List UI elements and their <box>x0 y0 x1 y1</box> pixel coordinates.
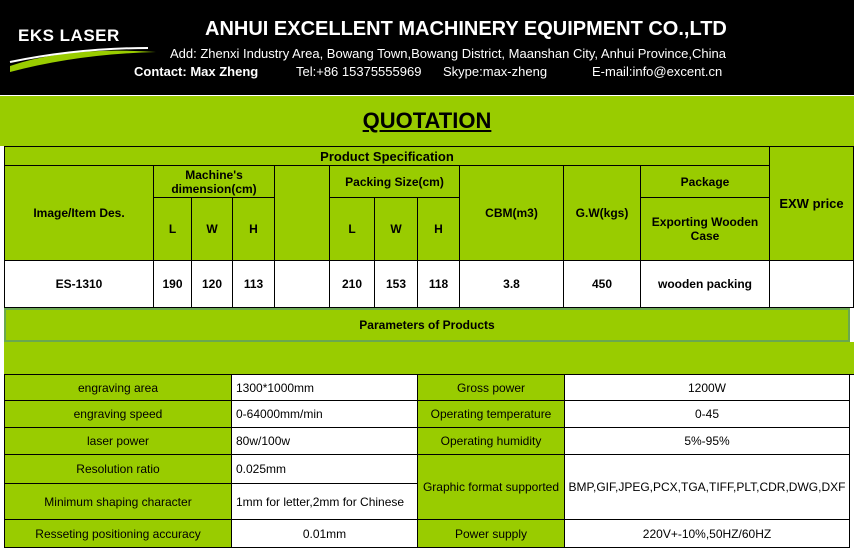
param-value: 80w/100w <box>232 428 418 455</box>
param-key: Resolution ratio <box>4 455 232 484</box>
quotation-title: QUOTATION <box>362 108 492 133</box>
company-name: ANHUI EXCELLENT MACHINERY EQUIPMENT CO.,LTD <box>205 18 727 40</box>
param-value: 0-45 <box>565 401 850 428</box>
packing-h-cell: 118 <box>418 261 460 308</box>
param-value: 1mm for letter,2mm for Chinese <box>232 484 418 520</box>
param-key: Operating humidity <box>418 428 565 455</box>
packing-w-cell: 153 <box>375 261 418 308</box>
contact-tel: Tel:+86 15375555969 <box>296 64 422 79</box>
packing-h-header: H <box>418 198 460 261</box>
contact-email: E-mail:info@excent.cn <box>592 64 723 79</box>
parameters-title: Parameters of Products <box>4 308 850 342</box>
machine-dim-header: Machine's dimension(cm) <box>154 166 275 198</box>
blank-cell <box>275 261 330 308</box>
exw-price-cell <box>770 261 854 308</box>
param-value: 1300*1000mm <box>232 375 418 401</box>
machine-h-cell: 113 <box>233 261 275 308</box>
param-value: BMP,GIF,JPEG,PCX,TGA,TIFF,PLT,CDR,DWG,DXF <box>565 455 850 520</box>
param-key: Power supply <box>418 520 565 548</box>
package-cell: wooden packing <box>641 261 770 308</box>
cbm-cell: 3.8 <box>460 261 564 308</box>
param-key: Graphic format supported <box>418 455 565 520</box>
blank-header <box>275 166 330 261</box>
packing-l-cell: 210 <box>330 261 375 308</box>
quotation-title-bar <box>0 96 854 146</box>
contact-name: Contact: Max Zheng <box>134 64 259 79</box>
parameters-spacer <box>4 342 854 375</box>
machine-w-cell: 120 <box>192 261 233 308</box>
param-key: engraving area <box>4 375 232 401</box>
gw-header: G.W(kgs) <box>564 166 641 261</box>
param-key: Minimum shaping character <box>4 484 232 520</box>
machine-w-header: W <box>192 198 233 261</box>
contact-skype: Skype:max-zheng <box>443 64 548 79</box>
param-key: laser power <box>4 428 232 455</box>
param-value: 1200W <box>565 375 850 401</box>
param-value: 220V+-10%,50HZ/60HZ <box>565 520 850 548</box>
param-key: Gross power <box>418 375 565 401</box>
machine-h-header: H <box>233 198 275 261</box>
param-key: Resseting positioning accuracy <box>4 520 232 548</box>
package-header: Package <box>641 166 770 198</box>
image-item-header: Image/Item Des. <box>4 166 154 261</box>
cbm-header: CBM(m3) <box>460 166 564 261</box>
packing-l-header: L <box>330 198 375 261</box>
param-value: 0.025mm <box>232 455 418 484</box>
spec-section-title: Product Specification <box>4 146 770 166</box>
exw-price-header: EXW price <box>770 146 854 261</box>
param-value: 0-64000mm/min <box>232 401 418 428</box>
packing-w-header: W <box>375 198 418 261</box>
param-key: engraving speed <box>4 401 232 428</box>
param-value: 5%-95% <box>565 428 850 455</box>
company-address: Add: Zhenxi Industry Area, Bowang Town,Bowang District, Maanshan City, Anhui Province,China <box>170 46 726 61</box>
logo-text: EKS LASER <box>18 26 120 45</box>
package-sub-header: Exporting Wooden Case <box>641 198 770 261</box>
param-key: Operating temperature <box>418 401 565 428</box>
param-value: 0.01mm <box>232 520 418 548</box>
item-cell: ES-1310 <box>4 261 154 308</box>
machine-l-cell: 190 <box>154 261 192 308</box>
gw-cell: 450 <box>564 261 641 308</box>
machine-l-header: L <box>154 198 192 261</box>
packing-size-header: Packing Size(cm) <box>330 166 460 198</box>
